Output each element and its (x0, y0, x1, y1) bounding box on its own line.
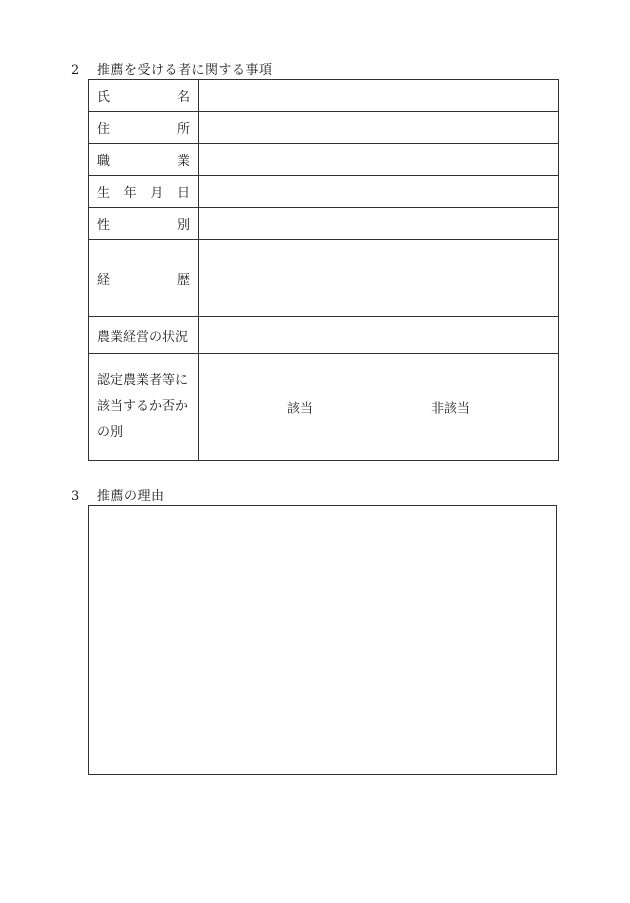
career-label (89, 240, 199, 317)
gender-label (89, 208, 199, 240)
certified-label-line: 認定農業者等に (97, 373, 189, 388)
table-row-career (89, 240, 559, 317)
birthdate-label-char: 生 (97, 186, 111, 201)
certified-field (199, 354, 559, 461)
career-label-char: 歴 (176, 272, 190, 288)
career-field[interactable] (199, 240, 559, 317)
address-label (89, 112, 199, 144)
option-not-applicable[interactable]: 非該当 (431, 401, 471, 417)
address-label-char: 住 (97, 122, 111, 137)
table-row-gender (89, 208, 559, 240)
section-2-title: 推薦を受ける者に関する事項 (97, 63, 273, 78)
gender-label-char: 別 (176, 218, 190, 233)
name-field[interactable] (199, 80, 559, 112)
section-3-number: 3 (71, 489, 80, 504)
name-label (89, 80, 199, 112)
section-2-heading (71, 59, 273, 78)
birthdate-label-char: 月 (150, 186, 164, 201)
occupation-field[interactable] (199, 144, 559, 176)
section-2-number: 2 (71, 63, 80, 78)
gender-label-char: 性 (97, 218, 111, 233)
farming-field[interactable] (199, 317, 559, 354)
birthdate-label-char: 年 (123, 186, 137, 201)
gender-field[interactable] (199, 208, 559, 240)
table-row-name (89, 80, 559, 112)
occupation-label-char: 業 (176, 154, 190, 169)
certified-label-line: 該当するか否か (97, 399, 189, 414)
birthdate-field[interactable] (199, 176, 559, 208)
option-applicable[interactable]: 該当 (287, 401, 314, 417)
table-row-occupation (89, 144, 559, 176)
address-field[interactable] (199, 112, 559, 144)
birthdate-label (89, 176, 199, 208)
section-3-heading (71, 485, 165, 504)
certified-label-line: の別 (97, 425, 124, 440)
certified-label (89, 354, 199, 461)
occupation-label (89, 144, 199, 176)
career-label-char: 経 (97, 272, 111, 288)
nominee-info-table (88, 79, 559, 461)
occupation-label-char: 職 (97, 154, 111, 169)
table-row-address (89, 112, 559, 144)
section-3-title: 推薦の理由 (97, 489, 165, 504)
farming-label: 農業経営の状況 (89, 317, 199, 354)
name-label-char: 氏 (97, 90, 111, 105)
reason-textbox[interactable] (88, 505, 557, 775)
address-label-char: 所 (176, 122, 190, 137)
name-label-char: 名 (176, 90, 190, 105)
table-row-birthdate (89, 176, 559, 208)
table-row-farming (89, 317, 559, 354)
table-row-certified (89, 354, 559, 461)
birthdate-label-char: 日 (176, 186, 190, 201)
